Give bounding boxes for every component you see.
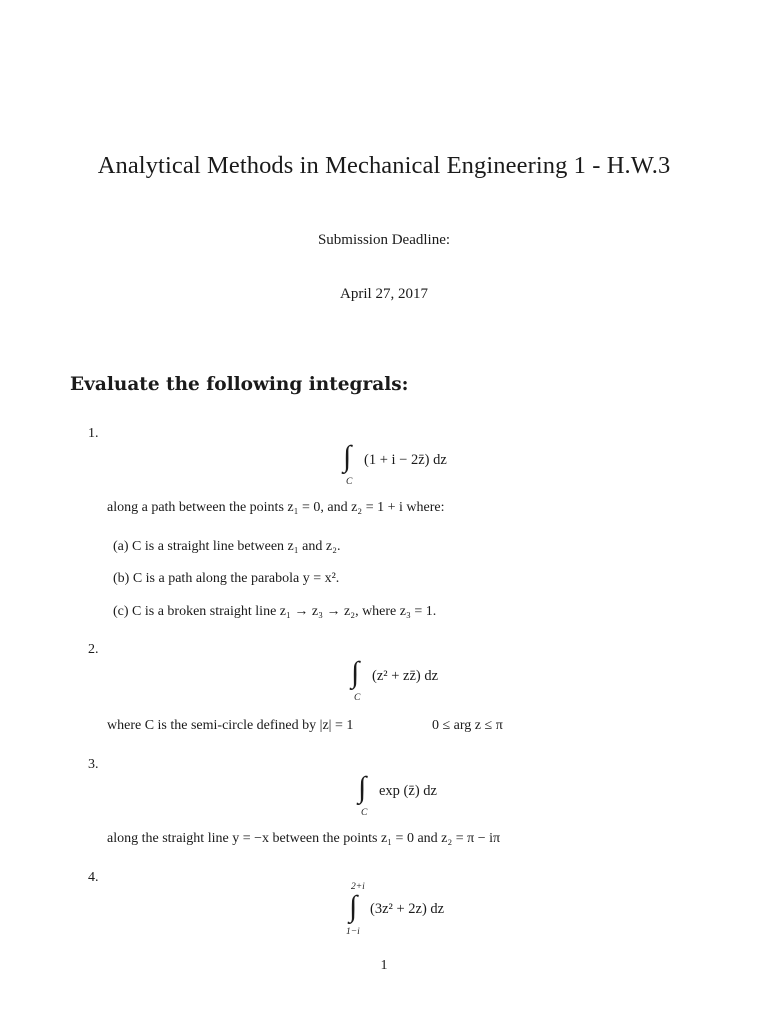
- problem-1-part-b: (b) C is a path along the parabola y = x².: [113, 571, 340, 586]
- page-number: 1: [380, 958, 388, 973]
- problem-1-part-a: (a) C is a straight line between z₁ and z₂.: [113, 539, 341, 554]
- problem-4-number: 4.: [88, 870, 99, 885]
- problem-1-integral: [340, 440, 480, 490]
- problem-2-integrand: (z² + zz̄) dz: [372, 668, 439, 684]
- problem-1-text: along a path between the points z₁ = 0, and z₂ = 1 + i where:: [107, 500, 445, 515]
- problem-3-number: 3.: [88, 757, 99, 772]
- problem-4-integral: [344, 880, 484, 940]
- problem-4-integrand: (3z² + 2z) dz: [370, 901, 445, 917]
- problem-2-contour: C: [354, 693, 361, 703]
- problem-2-condition: 0 ≤ arg z ≤ π: [432, 718, 503, 733]
- integral-sign-icon: ∫: [343, 440, 352, 473]
- integral-sign-icon: ∫: [351, 656, 360, 689]
- problem-3-integral: [355, 771, 495, 821]
- document-title: Analytical Methods in Mechanical Engineering 1 - H.W.3: [97, 152, 671, 179]
- problem-4-upper-limit: 2+i: [351, 882, 365, 892]
- deadline-date: April 27, 2017: [340, 286, 428, 302]
- section-heading: Evaluate the following integrals:: [70, 374, 409, 395]
- problem-2-integral: [348, 656, 488, 706]
- problem-3-text: along the straight line y = −x between the points z₁ = 0 and z₂ = π − iπ: [107, 831, 501, 846]
- problem-1-integrand: (1 + i − 2z̄) dz: [364, 452, 447, 468]
- problem-4-lower-limit: 1−i: [346, 927, 360, 937]
- deadline-label: Submission Deadline:: [317, 232, 451, 248]
- problem-1-number: 1.: [88, 426, 99, 441]
- problem-2-number: 2.: [88, 642, 99, 657]
- integral-sign-icon: ∫: [358, 771, 367, 804]
- integral-sign-icon: ∫: [349, 890, 358, 923]
- problem-1-contour: C: [346, 477, 353, 487]
- problem-3-contour: C: [361, 808, 368, 818]
- problem-1-part-c: (c) C is a broken straight line z₁ → z₃ → z₂, where z₃ = 1.: [113, 604, 437, 619]
- problem-3-integrand: exp (z̄) dz: [379, 783, 437, 799]
- problem-2-text: where C is the semi-circle defined by |z| = 1: [107, 718, 354, 733]
